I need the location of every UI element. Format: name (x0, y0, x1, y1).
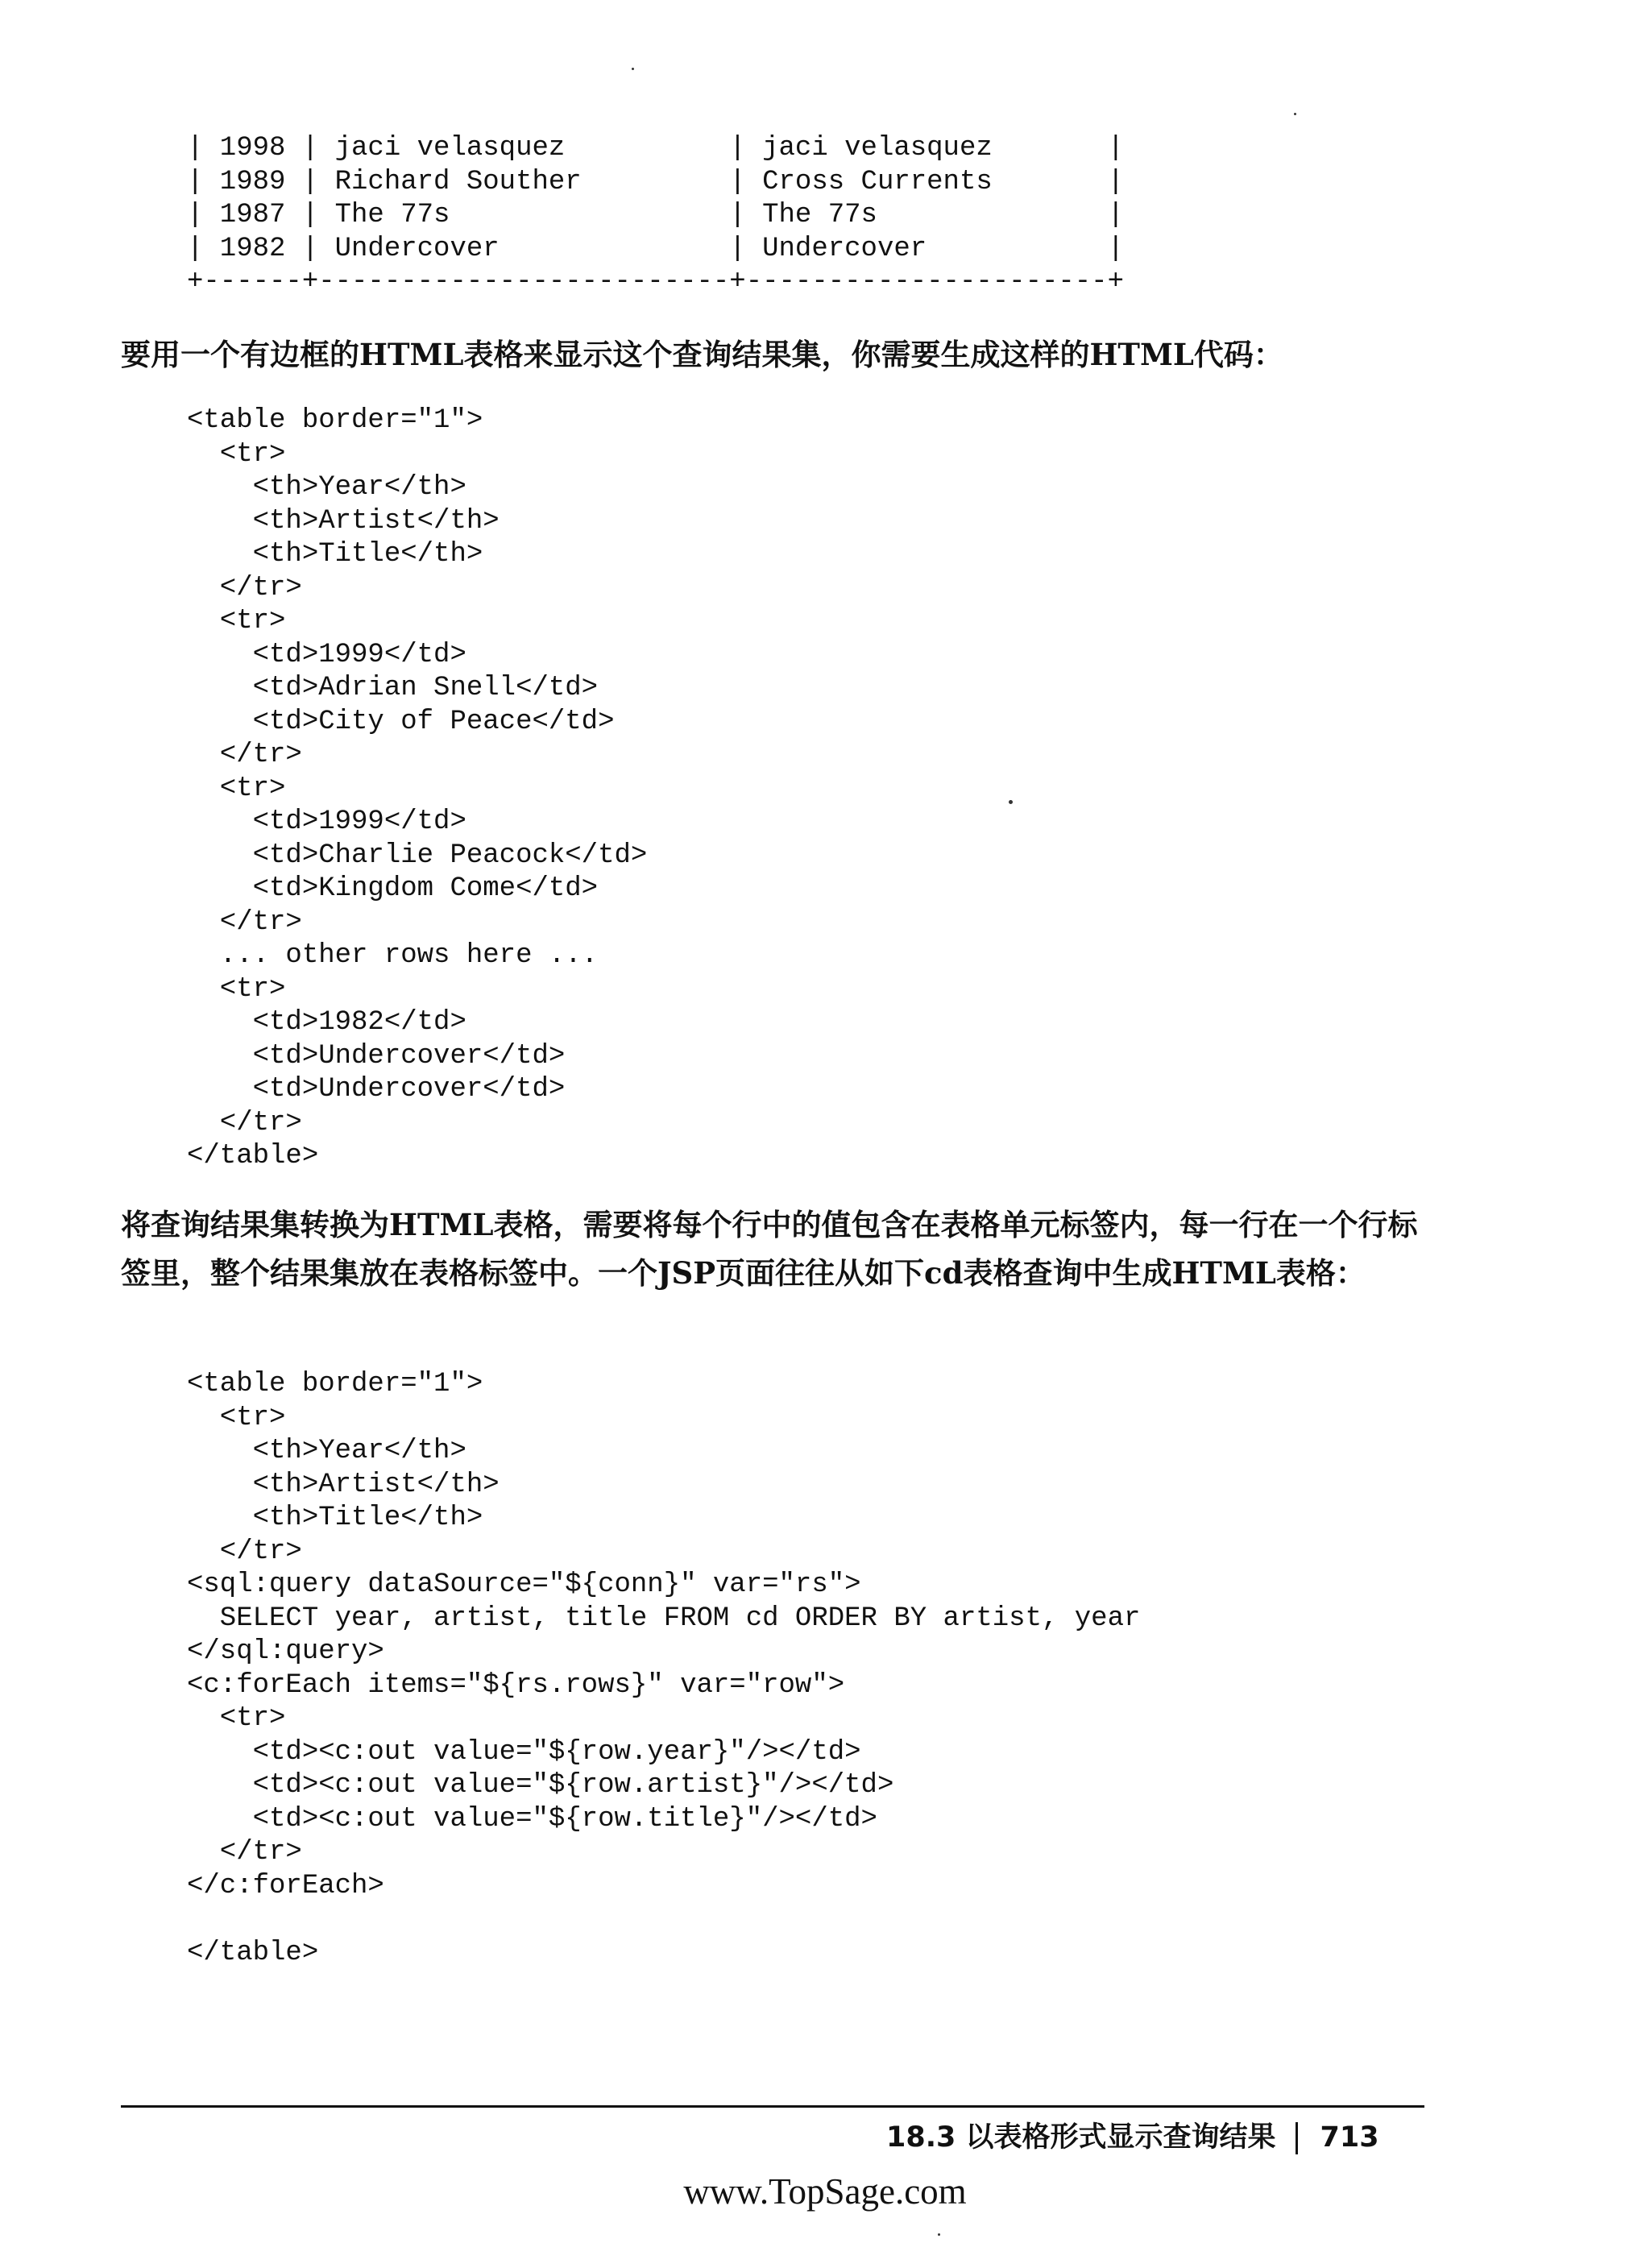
code-line: </tr> (187, 1536, 302, 1567)
code-line: </tr> (187, 906, 302, 938)
code-line: </c:forEach> (187, 1870, 384, 1901)
result-row: | 1987 | The 77s | The 77s | (187, 200, 1124, 230)
code-line: <tr> (187, 438, 286, 470)
code-line: <td><c:out value="${row.title}"/></td> (187, 1803, 877, 1835)
conversion-paragraph: 将查询结果集转换为HTML表格，需要将每个行中的值包含在表格单元标签内，每一行在一个行标签里，整个结果集放在表格标签中。一个JSP页面往往从如下cd表格查询中生成HTML表格： (121, 1207, 1418, 1291)
website-watermark: www.TopSage.com (683, 2171, 967, 2212)
scan-speck (938, 2233, 940, 2236)
code-line: ... other rows here ... (187, 940, 599, 971)
code-line: <c:forEach items="${rs.rows}" var="row"> (187, 1669, 845, 1701)
result-row: | 1989 | Richard Souther | Cross Currents | (187, 166, 1124, 197)
section-title: 18.3 以表格形式显示查询结果 (886, 2121, 1276, 2154)
scan-speck (1294, 113, 1296, 115)
result-border: +------+-------------------------+----------------------+ (187, 267, 1124, 297)
code-line: <td>1999</td> (187, 639, 466, 670)
code-line: <th>Year</th> (187, 472, 466, 503)
code-line: <sql:query dataSource="${conn}" var="rs"> (187, 1569, 861, 1600)
scan-speck (1009, 800, 1013, 804)
code-line: </table> (187, 1937, 319, 1968)
code-line: </tr> (187, 740, 302, 770)
result-row: | 1998 | jaci velasquez | jaci velasquez | (187, 133, 1124, 164)
code-line: <tr> (187, 1402, 286, 1433)
code-line: <td>1982</td> (187, 1007, 466, 1038)
footer-rule (121, 2105, 1424, 2108)
code-line: <table border="1"> (187, 1369, 483, 1399)
html-table-code-listing (187, 404, 647, 1174)
code-line: <td>1999</td> (187, 806, 466, 837)
code-line: <td>Charlie Peacock</td> (187, 840, 648, 871)
code-line: <th>Artist</th> (187, 1469, 500, 1500)
result-row: | 1982 | Undercover | Undercover | (187, 233, 1124, 264)
code-line: <th>Title</th> (187, 539, 483, 570)
scan-speck (632, 68, 634, 70)
code-line: SELECT year, artist, title FROM cd ORDER BY artist, year (187, 1603, 1141, 1634)
code-line: <tr> (187, 1703, 286, 1734)
code-line: <tr> (187, 606, 286, 636)
code-line: </tr> (187, 1107, 302, 1138)
code-line: <tr> (187, 973, 286, 1005)
jsp-code-listing (187, 1368, 1140, 1970)
code-line: <td>Undercover</td> (187, 1074, 566, 1105)
running-footer (886, 2117, 1379, 2158)
code-line: <td>Kingdom Come</td> (187, 873, 599, 904)
code-line: </table> (187, 1141, 319, 1171)
code-line: <th>Year</th> (187, 1436, 466, 1466)
intro-paragraph: 要用一个有边框的HTML表格来显示这个查询结果集，你需要生成这样的HTML代码： (121, 337, 1283, 372)
code-line: </tr> (187, 572, 302, 603)
code-line: <td>City of Peace</td> (187, 706, 615, 737)
code-line: </tr> (187, 1837, 302, 1868)
code-line: <tr> (187, 773, 286, 804)
code-line: <td><c:out value="${row.year}"/></td> (187, 1736, 861, 1768)
code-line: <table border="1"> (187, 405, 483, 436)
code-line: <td><c:out value="${row.artist}"/></td> (187, 1770, 894, 1801)
code-line: </sql:query> (187, 1636, 384, 1667)
query-result-table-tail (187, 132, 1124, 300)
code-line: <th>Title</th> (187, 1503, 483, 1533)
code-line: <th>Artist</th> (187, 505, 500, 537)
code-line: <td>Adrian Snell</td> (187, 673, 599, 703)
code-line: <td>Undercover</td> (187, 1040, 566, 1072)
page-number: 713 (1320, 2121, 1379, 2154)
footer-separator (1296, 2122, 1298, 2154)
